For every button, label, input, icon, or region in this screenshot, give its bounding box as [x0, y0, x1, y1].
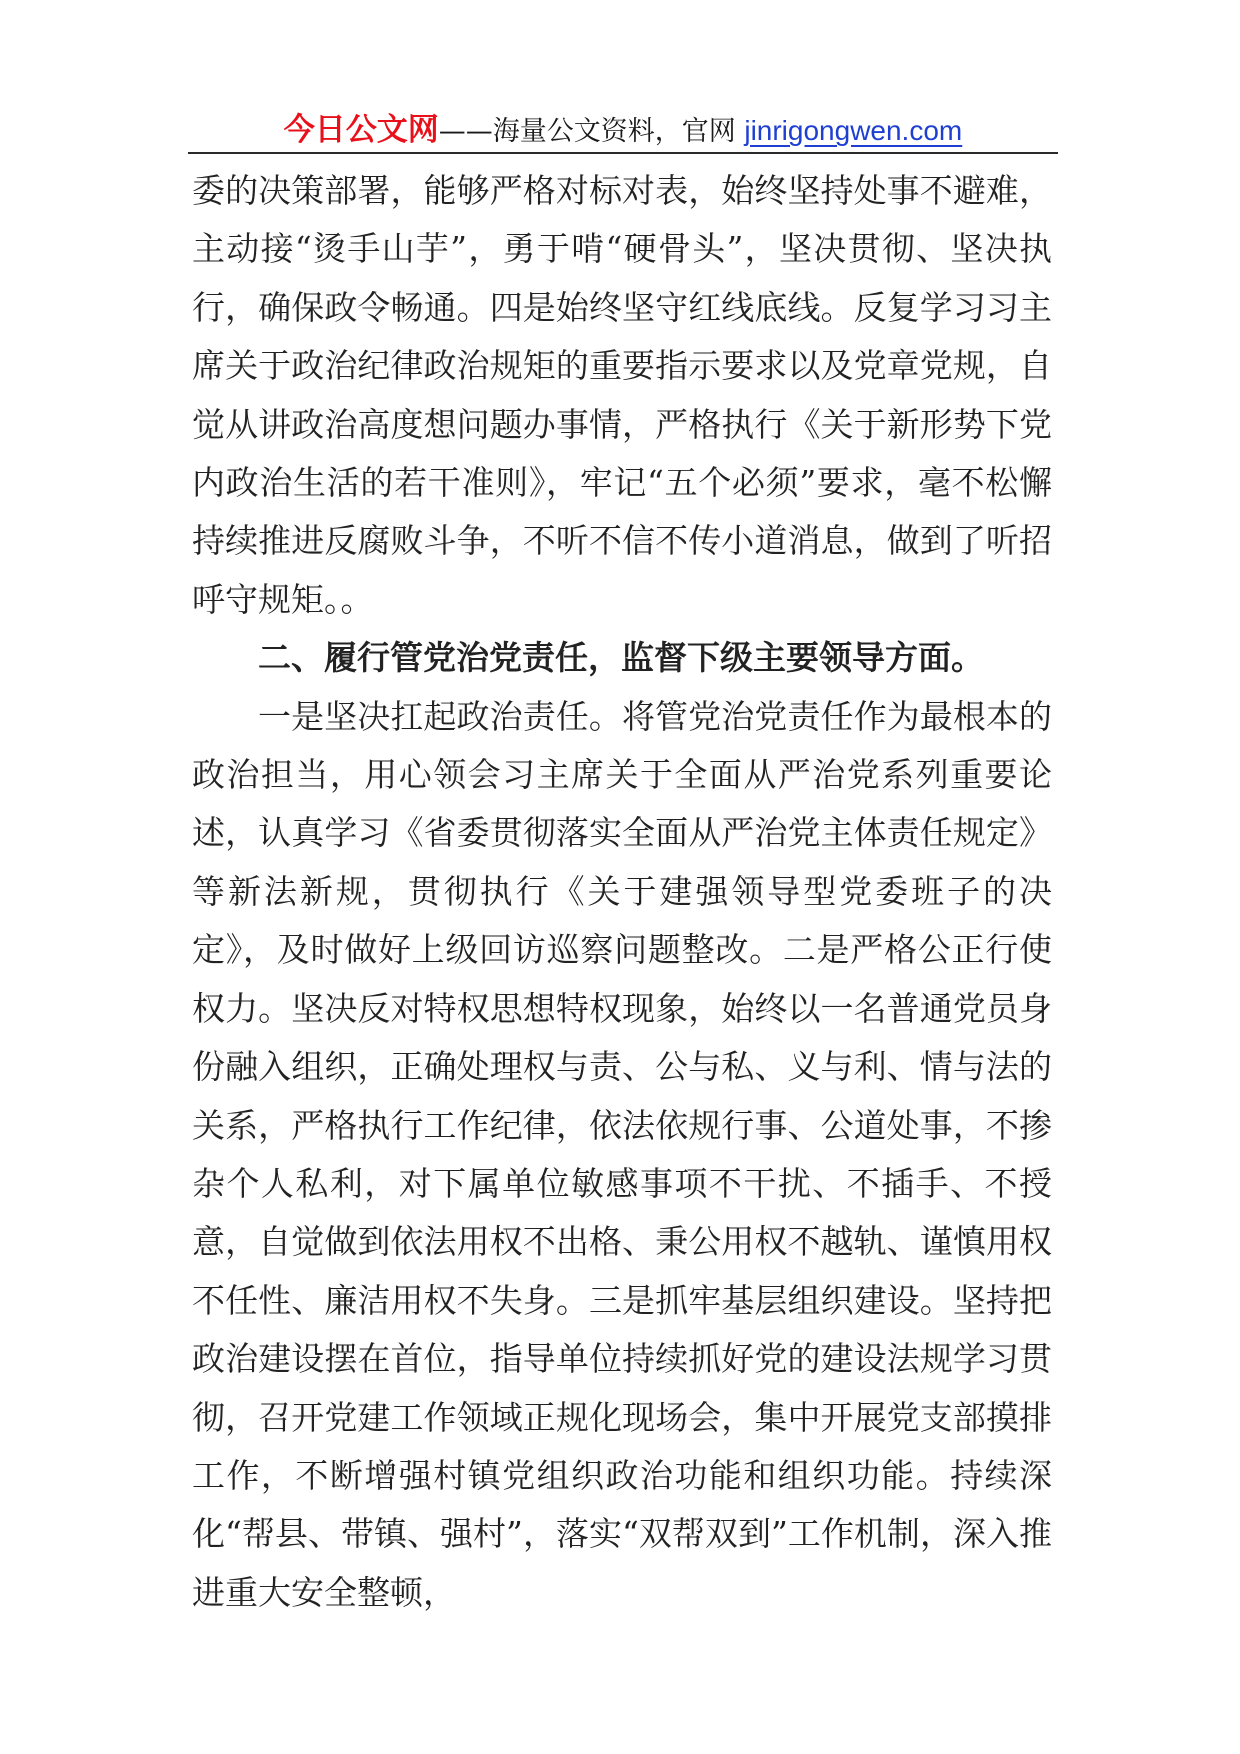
site-tagline: ——海量公文资料，官网 — [438, 116, 745, 147]
document-body — [192, 162, 1052, 1622]
header-divider — [188, 152, 1058, 154]
paragraph-continued: 委的决策部署，能够严格对标对表，始终坚持处事不避难，主动接“烫手山芋”，勇于啃“硬骨头”，坚决贯彻、坚决执行，确保政令畅通。四是始终坚守红线底线。反复学习习主席关于政治纪律政治规矩的重要指示要求以及党章党规，自觉从讲政治高度想问题办事情，严格执行《关于新形势下党内政治生活的若干准则》，牢记“五个必须”要求，毫不松懈持续推进反腐败斗争，不听不信不传小道消息，做到了听招呼守规矩。。 — [192, 171, 1052, 619]
section-heading: 二、履行管党治党责任，监督下级主要领导方面。 — [258, 638, 984, 678]
body-paragraph: 一是坚决扛起政治责任。将管党治党责任作为最根本的政治担当，用心领会习主席关于全面从严治党系列重要论述，认真学习《省委贯彻落实全面从严治党主体责任规定》等新法新规，贯彻执行《关于建强领导型党委班子的决定》，及时做好上级回访巡察问题整改。二是严格公正行使权力。坚决反对特权思想特权现象，始终以一名普通党员身份融入组织，正确处理权与责、公与私、义与利、情与法的关系，严格执行工作纪律，依法依规行事、公道处事，不掺杂个人私利，对下属单位敏感事项不干扰、不插手、不授意，自觉做到依法用权不出格、秉公用权不越轨、谨慎用权不任性、廉洁用权不失身。三是抓牢基层组织建设。坚持把政治建设摆在首位，指导单位持续抓好党的建设法规学习贯彻，召开党建工作领域正规化现场会，集中开展党支部摸排工作，不断增强村镇党组织政治功能和组织功能。持续深化“帮县、带镇、强村”，落实“双帮双到”工作机制，深入推进重大安全整顿， — [192, 696, 1052, 1612]
site-brand: 今日公文网 — [283, 112, 439, 148]
page-header — [188, 108, 1058, 152]
site-link[interactable]: jinrigongwen.com — [744, 115, 963, 146]
